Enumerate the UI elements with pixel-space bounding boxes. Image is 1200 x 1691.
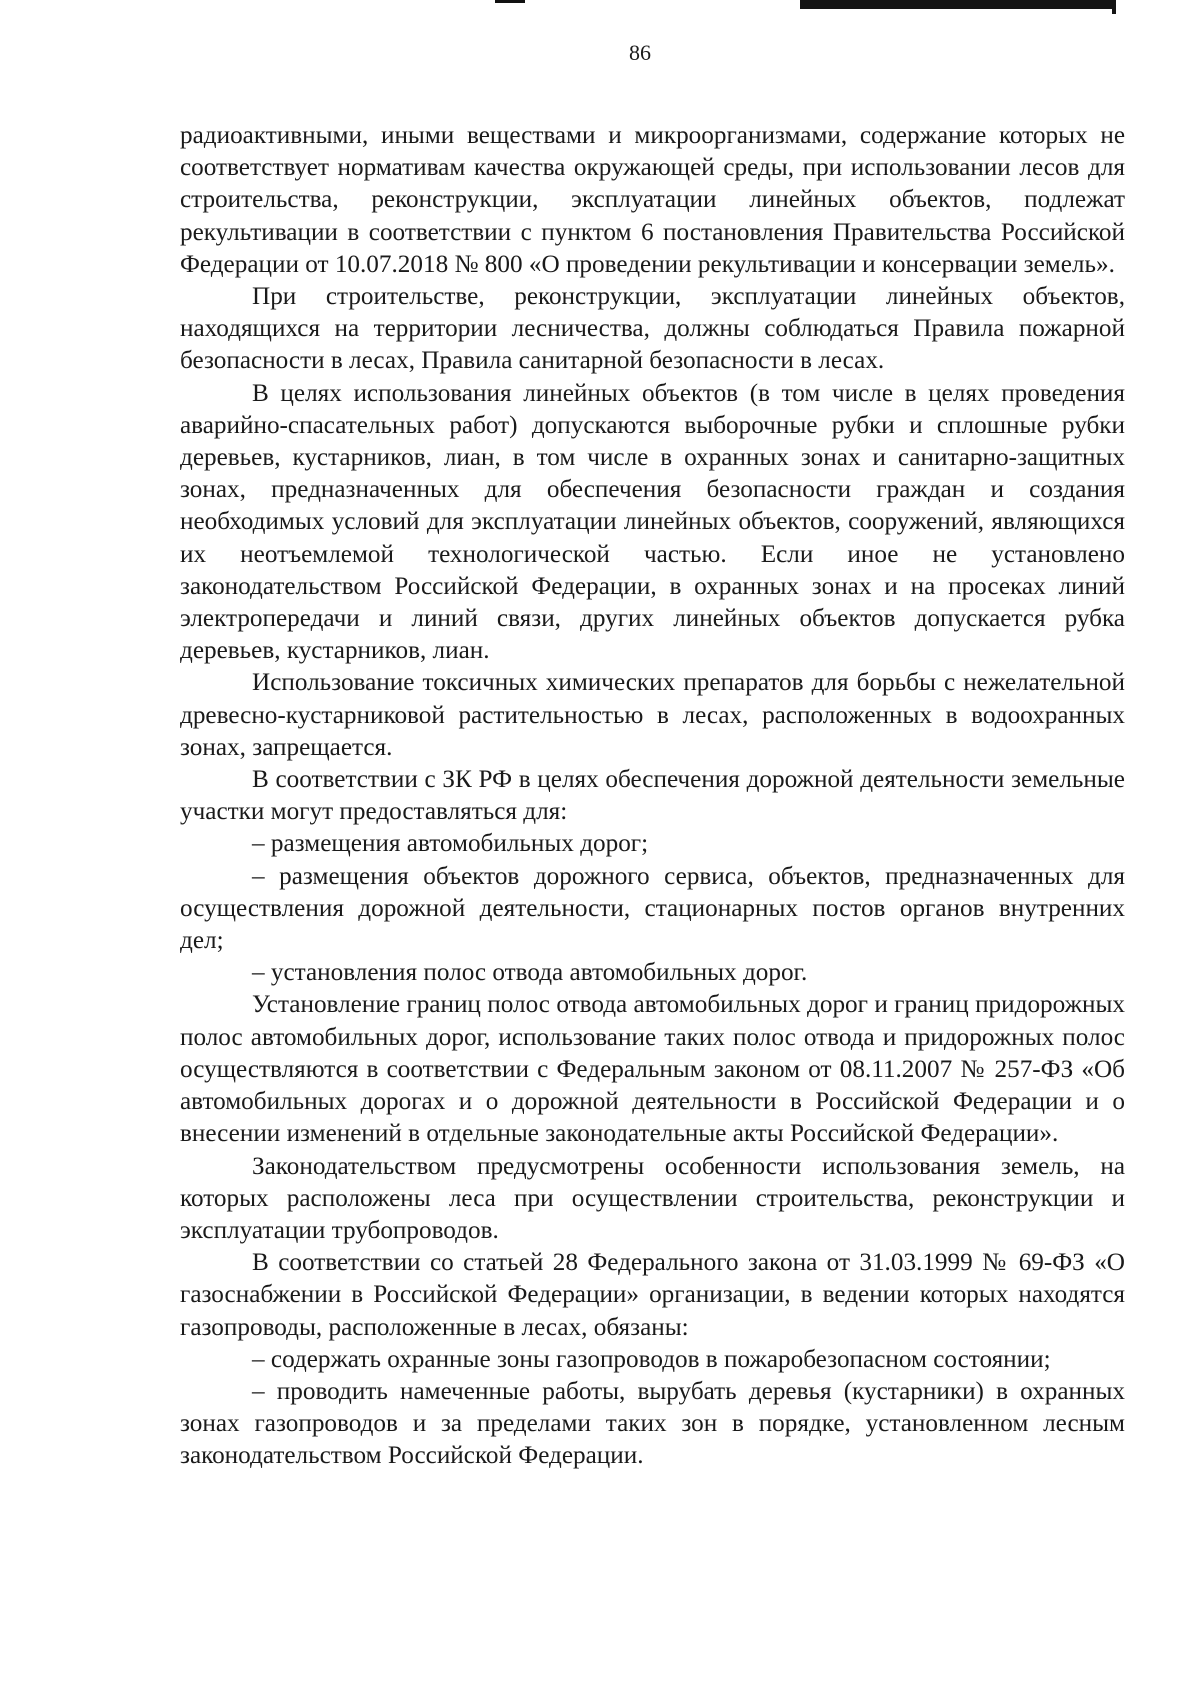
- list-item-5: – проводить намеченные работы, вырубать деревья (кустарники) в охранных зонах газопроводов и за пределами таких зон в порядке, установленном лесным законодательством Российской Федерации.: [180, 1377, 1125, 1470]
- page-number: 86: [629, 40, 651, 65]
- scan-artifact-left: [495, 0, 525, 3]
- list-item-3: – установления полос отвода автомобильных дорог.: [252, 959, 808, 987]
- paragraph-3: В целях использования линейных объектов (в том числе в целях проведения аварийно-спасательных работ) допускаются выборочные рубки и сплошные рубки деревьев, кустарников, лиан, в том числе в охранных зонах и санитарно-защитных зонах, предназначенных для обеспечения безопасности граждан и создания необходимых условий для эксплуатации линейных объектов, сооружений, являющихся их неотъемлемой технологической частью. Если иное не установлено законодательством Российской Федерации, в охранных зонах и на просеках линий электропередачи и линий связи, других линейных объектов допускается рубка деревьев, кустарников, лиан.: [180, 379, 1125, 665]
- paragraph-5: В соответствии с ЗК РФ в целях обеспечения дорожной деятельности земельные участки могут предоставляться для:: [180, 766, 1125, 826]
- document-body: [180, 120, 1125, 1473]
- list-item-2: – размещения объектов дорожного сервиса, объектов, предназначенных для осуществления дорожной деятельности, стационарных постов органов внутренних дел;: [180, 862, 1125, 955]
- scan-artifact-right: [800, 0, 1112, 9]
- paragraph-6: Установление границ полос отвода автомобильных дорог и границ придорожных полос автомобильных дорог, использование таких полос отвода и придорожных полос осуществляются в соответствии с Федеральным законом от 08.11.2007 № 257-ФЗ «Об автомобильных дорогах и о дорожной деятельности в Российской Федерации и о внесении изменений в отдельные законодательные акты Российской Федерации».: [180, 991, 1125, 1148]
- list-item-4: – содержать охранные зоны газопроводов в пожаробезопасном состоянии;: [252, 1345, 1051, 1373]
- paragraph-7: Законодательством предусмотрены особенности использования земель, на которых расположены леса при осуществлении строительства, реконструкции и эксплуатации трубопроводов.: [180, 1152, 1125, 1244]
- paragraph-4: Использование токсичных химических препаратов для борьбы с нежелательной древесно-кустарниковой растительностью в лесах, расположенных в водоохранных зонах, запрещается.: [180, 669, 1125, 761]
- scan-artifact-right-end: [1112, 0, 1116, 14]
- list-item-1: – размещения автомобильных дорог;: [252, 830, 649, 858]
- paragraph-8: В соответствии со статьей 28 Федерального закона от 31.03.1999 № 69-ФЗ «О газоснабжении в Российской Федерации» организации, в ведении которых находятся газопроводы, расположенные в лесах, обязаны:: [180, 1249, 1125, 1341]
- paragraph-1: радиоактивными, иными веществами и микроорганизмами, содержание которых не соответствует нормативам качества окружающей среды, при использовании лесов для строительства, реконструкции, эксплуатации линейных объектов, подлежат рекультивации в соответствии с пунктом 6 постановления Правительства Российской Федерации от 10.07.2018 № 800 «О проведении рекультивации и консервации земель».: [180, 122, 1125, 278]
- paragraph-2: При строительстве, реконструкции, эксплуатации линейных объектов, находящихся на территории лесничества, должны соблюдаться Правила пожарной безопасности в лесах, Правила санитарной безопасности в лесах.: [180, 283, 1125, 375]
